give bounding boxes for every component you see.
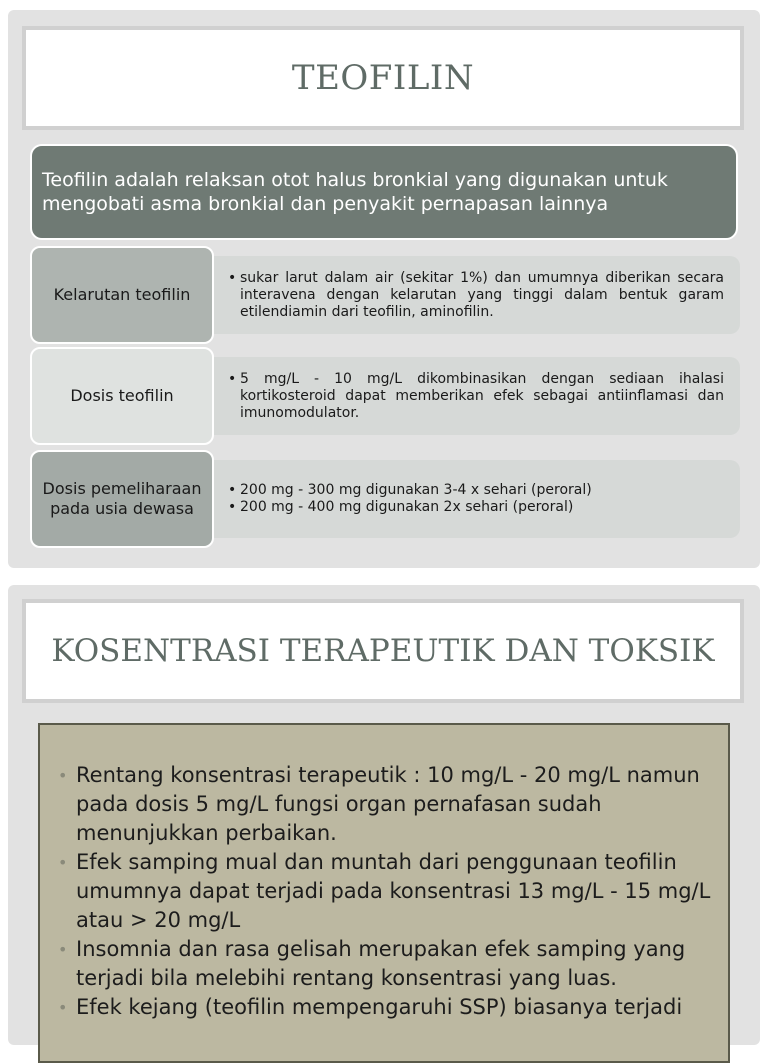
bullet-icon: • [58, 940, 68, 959]
row-label-dosis: Dosis teofilin [30, 347, 214, 445]
row-label-kelarutan: Kelarutan teofilin [30, 246, 214, 344]
bullet-icon: • [228, 482, 237, 498]
slide-teofilin [8, 10, 760, 568]
list-item: • sukar larut dalam air (sekitar 1%) dan umumnya diberikan secara interavena dengan kelarutan yang tinggi dalam bentuk garam etilendiamin dari teofilin, aminofilin. [228, 269, 724, 320]
content-box [38, 723, 730, 1063]
bullet-icon: • [58, 766, 68, 785]
slide-kosentrasi [8, 585, 760, 1045]
title-box [22, 26, 744, 130]
list-item: • Efek kejang (teofilin mempengaruhi SSP) biasanya terjadi [58, 993, 718, 1022]
list-item: • 200 mg - 400 mg digunakan 2x sehari (peroral) [228, 499, 574, 515]
list-item: • Efek samping mual dan muntah dari penggunaan teofilin umumnya dapat terjadi pada konsentrasi 13 mg/L - 15 mg/L atau > 20 mg/L [58, 848, 718, 935]
row-panel-dosis [204, 357, 740, 435]
row-label-dosis-pemeliharaan: Dosis pemeliharaan pada usia dewasa [30, 450, 214, 548]
bullet-icon: • [228, 499, 237, 515]
slide-title: KOSENTRASI TERAPEUTIK DAN TOKSIK [51, 633, 715, 669]
bullet-icon: • [58, 998, 68, 1017]
title-box [22, 599, 744, 703]
list-item: • 5 mg/L - 10 mg/L dikombinasikan dengan sediaan ihalasi kortikosteroid dapat memberikan efek sebagai antiinflamasi dan imunomodulator. [228, 370, 724, 421]
row-panel-kelarutan [204, 256, 740, 334]
intro-box: Teofilin adalah relaksan otot halus bronkial yang digunakan untuk mengobati asma bronkial dan penyakit pernapasan lainnya [30, 144, 738, 240]
bullet-icon: • [58, 853, 68, 872]
list-item: • 200 mg - 300 mg digunakan 3-4 x sehari (peroral) [228, 482, 592, 498]
row-panel-dosis-pemeliharaan [204, 460, 740, 538]
slide-title: TEOFILIN [291, 58, 475, 98]
list-item: • Rentang konsentrasi terapeutik : 10 mg/L - 20 mg/L namun pada dosis 5 mg/L fungsi organ pernafasan sudah menunjukkan perbaikan. [58, 761, 718, 848]
bullet-icon: • [228, 269, 237, 286]
list-item: • Insomnia dan rasa gelisah merupakan efek samping yang terjadi bila melebihi rentang konsentrasi yang luas. [58, 935, 718, 993]
bullet-icon: • [228, 370, 237, 387]
